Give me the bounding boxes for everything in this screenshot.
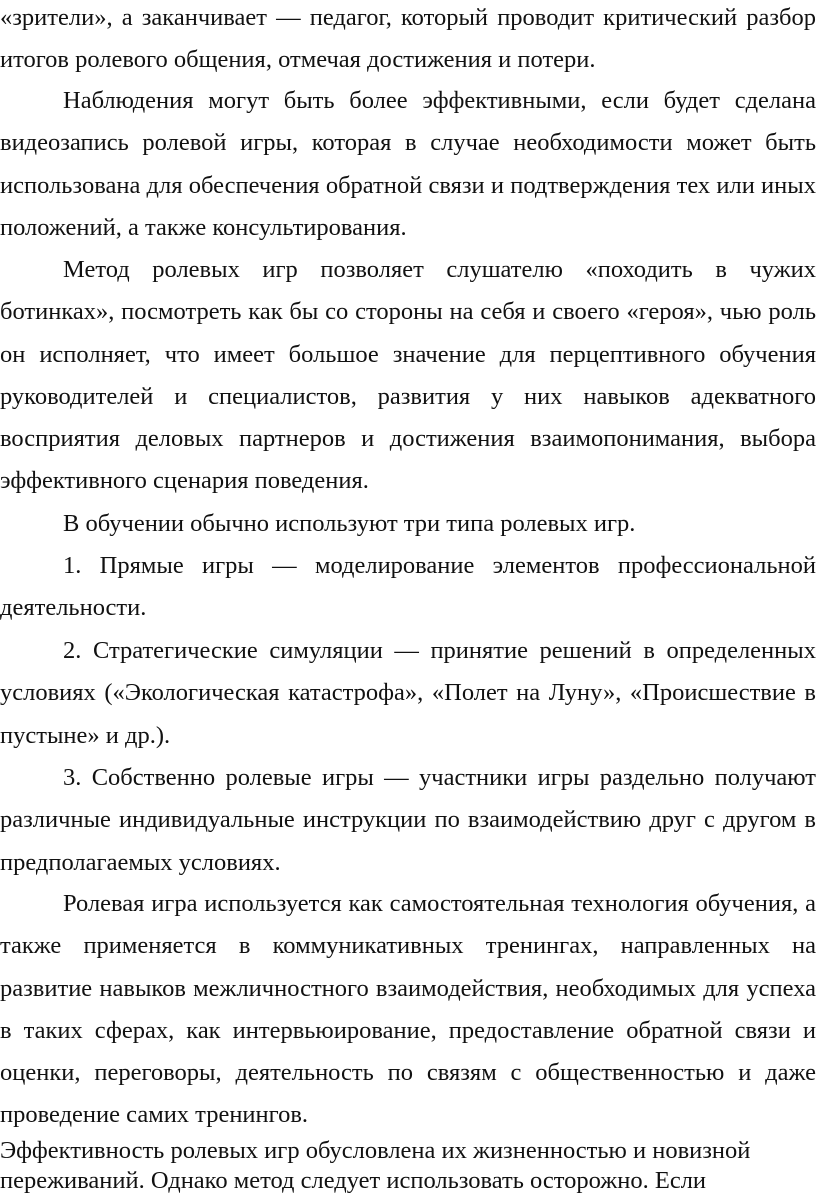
paragraph-technology-usage: Ролевая игра используется как самостоятельная технология обучения, а также применяется в коммуникативных тренингах, направленных на развитие навыков межличностного взаимодействия, необходимых для успеха в таких сферах, как интервьюирование, предоставление обратной связи и оценки, переговоры, деятельность по связям с общественностью и даже проведение самих тренингов. bbox=[0, 890, 816, 1129]
list-item-direct-games: 1. Прямые игры — моделирование элементов профессиональной деятельности. bbox=[0, 552, 816, 622]
paragraph-three-types-intro: В обучении обычно используют три типа ролевых игр. bbox=[63, 510, 636, 537]
list-item-role-games: 3. Собственно ролевые игры — участники игры раздельно получают различные индивидуальные инструкции по взаимодействию друг с другом в предполагаемых условиях. bbox=[0, 764, 816, 876]
paragraph-continuation: «зрители», а заканчивает — педагог, который проводит критический разбор итогов ролевого общения, отмечая достижения и потери. bbox=[0, 4, 816, 74]
list-item-strategic-simulations: 2. Стратегические симуляции — принятие решений в определенных условиях («Экологическая катастрофа», «Полет на Луну», «Происшествие в пустыне» и др.). bbox=[0, 637, 816, 749]
paragraph-effectiveness: Эффективность ролевых игр обусловлена их жизненностью и новизной переживаний. Однако метод следует использовать осторожно. Если bbox=[0, 1137, 751, 1194]
paragraph-role-play-method: Метод ролевых игр позволяет слушателю «походить в чужих ботинках», посмотреть как бы со стороны на себя и своего «героя», чью роль он исполняет, что имеет большое значение для перцептивного обучения руководителей и специалистов, развития у них навыков адекватного восприятия деловых партнеров и достижения взаимопонимания, выбора эффективного сценария поведения. bbox=[0, 256, 816, 495]
paragraph-video-recording: Наблюдения могут быть более эффективными, если будет сделана видеозапись ролевой игры, которая в случае необходимости может быть использована для обеспечения обратной связи и подтверждения тех или иных положений, а также консультирования. bbox=[0, 87, 816, 241]
